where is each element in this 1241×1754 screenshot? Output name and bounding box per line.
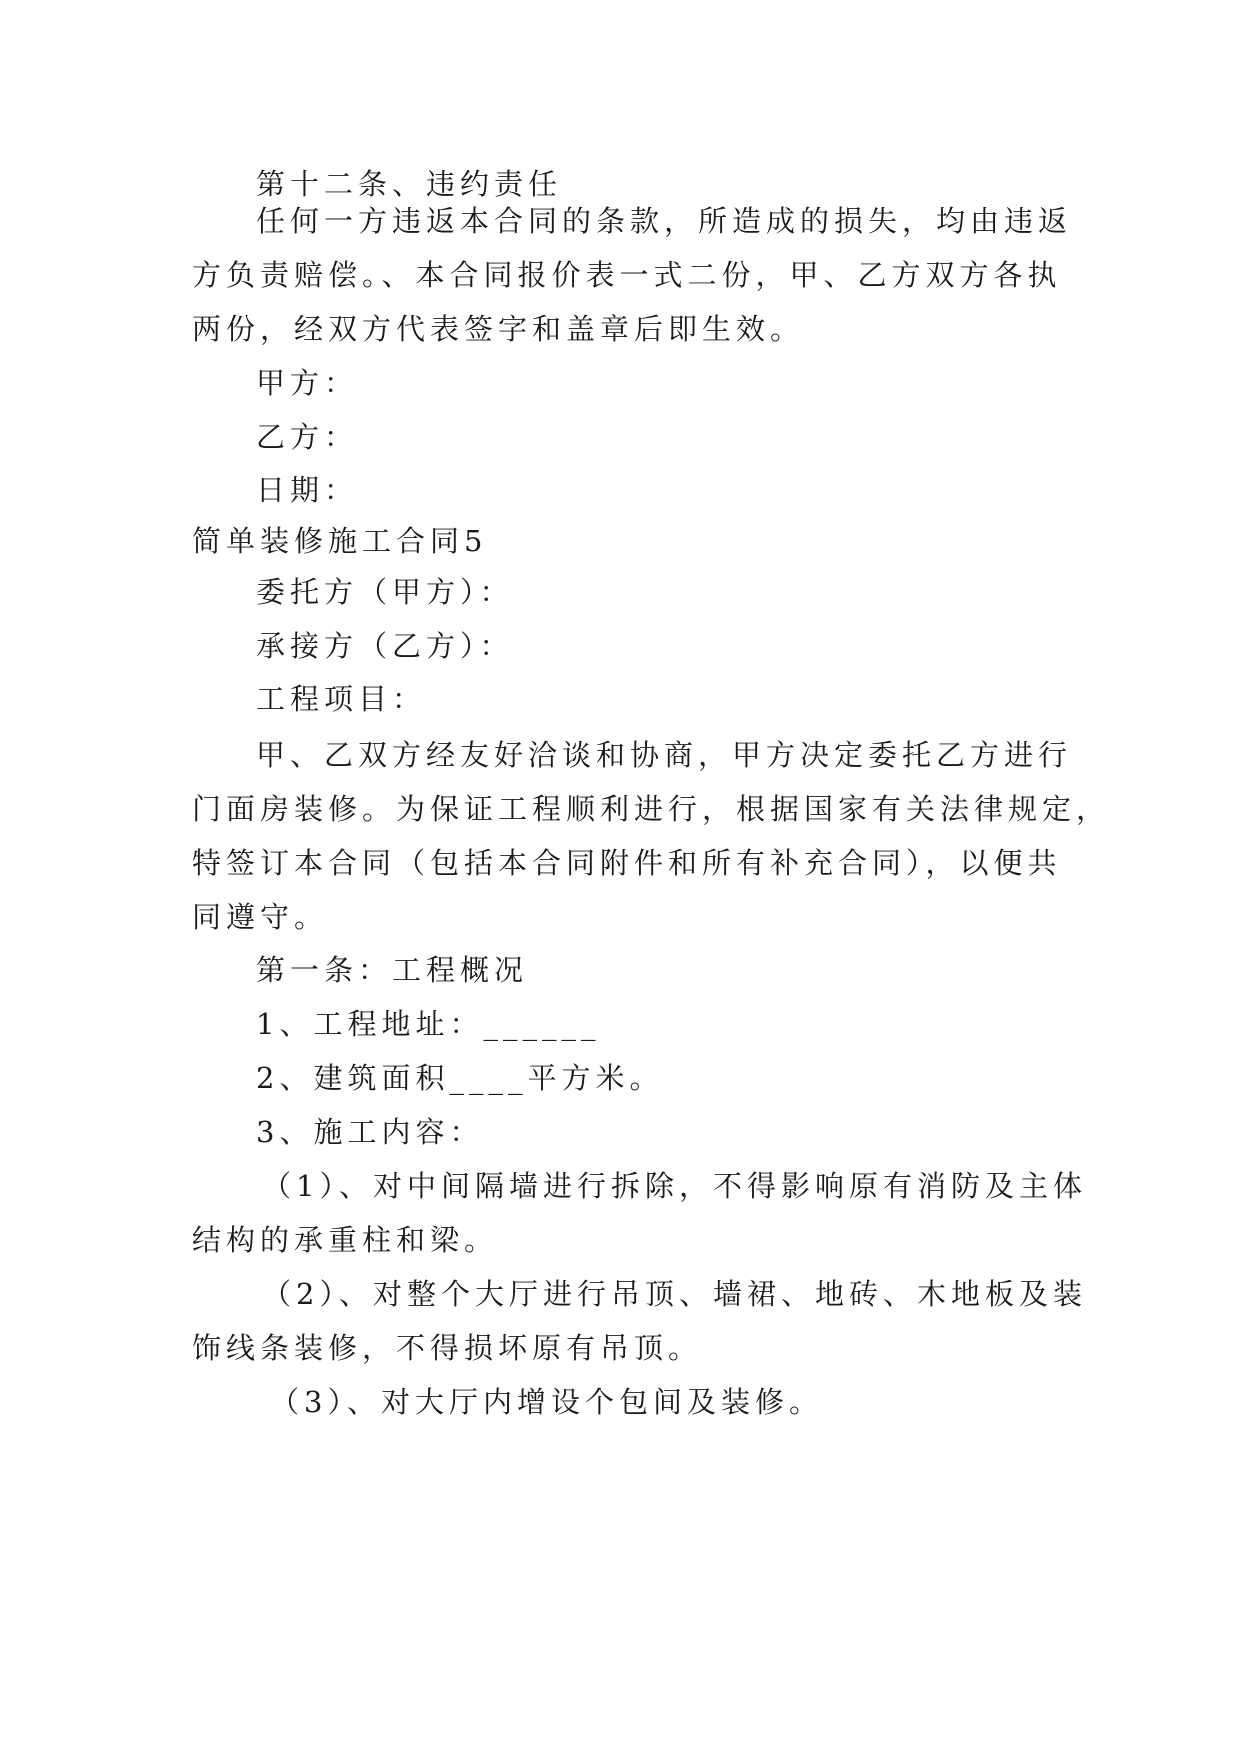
party-a-signature-label: 甲方： [256, 366, 359, 400]
paragraph-line: 任何一方违返本合同的条款，所造成的损失，均由违返 [256, 204, 1073, 238]
paragraph-line: 饰线条装修，不得损坏原有吊顶。 [192, 1331, 703, 1365]
party-b-signature-label: 乙方： [256, 420, 359, 454]
article-12-heading: 第十二条、违约责任 [256, 167, 563, 201]
list-item: 3、施工内容： [256, 1115, 484, 1149]
client-party-a-label: 委托方（甲方）： [256, 575, 514, 609]
contractor-party-b-label: 承接方（乙方）： [256, 629, 514, 663]
paragraph-line: 特签订本合同（包括本合同附件和所有补充合同），以便共 [192, 846, 1062, 880]
list-item: （1）、对中间隔墙进行拆除，不得影响原有消防及主体 [262, 1169, 1087, 1203]
paragraph-line: 方负责赔偿。、本合同报价表一式二份，甲、乙方双方各执 [192, 258, 1062, 292]
paragraph-line: 甲、乙双方经友好洽谈和协商，甲方决定委托乙方进行 [256, 738, 1073, 772]
list-item: （2）、对整个大厅进行吊顶、墙裙、地砖、木地板及装 [262, 1277, 1087, 1311]
list-item: 2、建筑面积____平方米。 [256, 1061, 664, 1095]
paragraph-line: 两份，经双方代表签字和盖章后即生效。 [192, 312, 805, 346]
paragraph-line: 同遵守。 [192, 900, 329, 934]
paragraph-line: 结构的承重柱和梁。 [192, 1223, 499, 1257]
list-item: （3）、对大厅内增设个包间及装修。 [270, 1385, 823, 1419]
project-label: 工程项目： [256, 682, 427, 716]
article-1-heading: 第一条：工程概况 [256, 953, 529, 987]
contract-title: 简单装修施工合同5 [192, 524, 488, 558]
date-label: 日期： [256, 473, 359, 507]
paragraph-line: 门面房装修。为保证工程顺利进行，根据国家有关法律规定， [192, 792, 1111, 826]
list-item: 1、工程地址：______ [256, 1007, 601, 1041]
